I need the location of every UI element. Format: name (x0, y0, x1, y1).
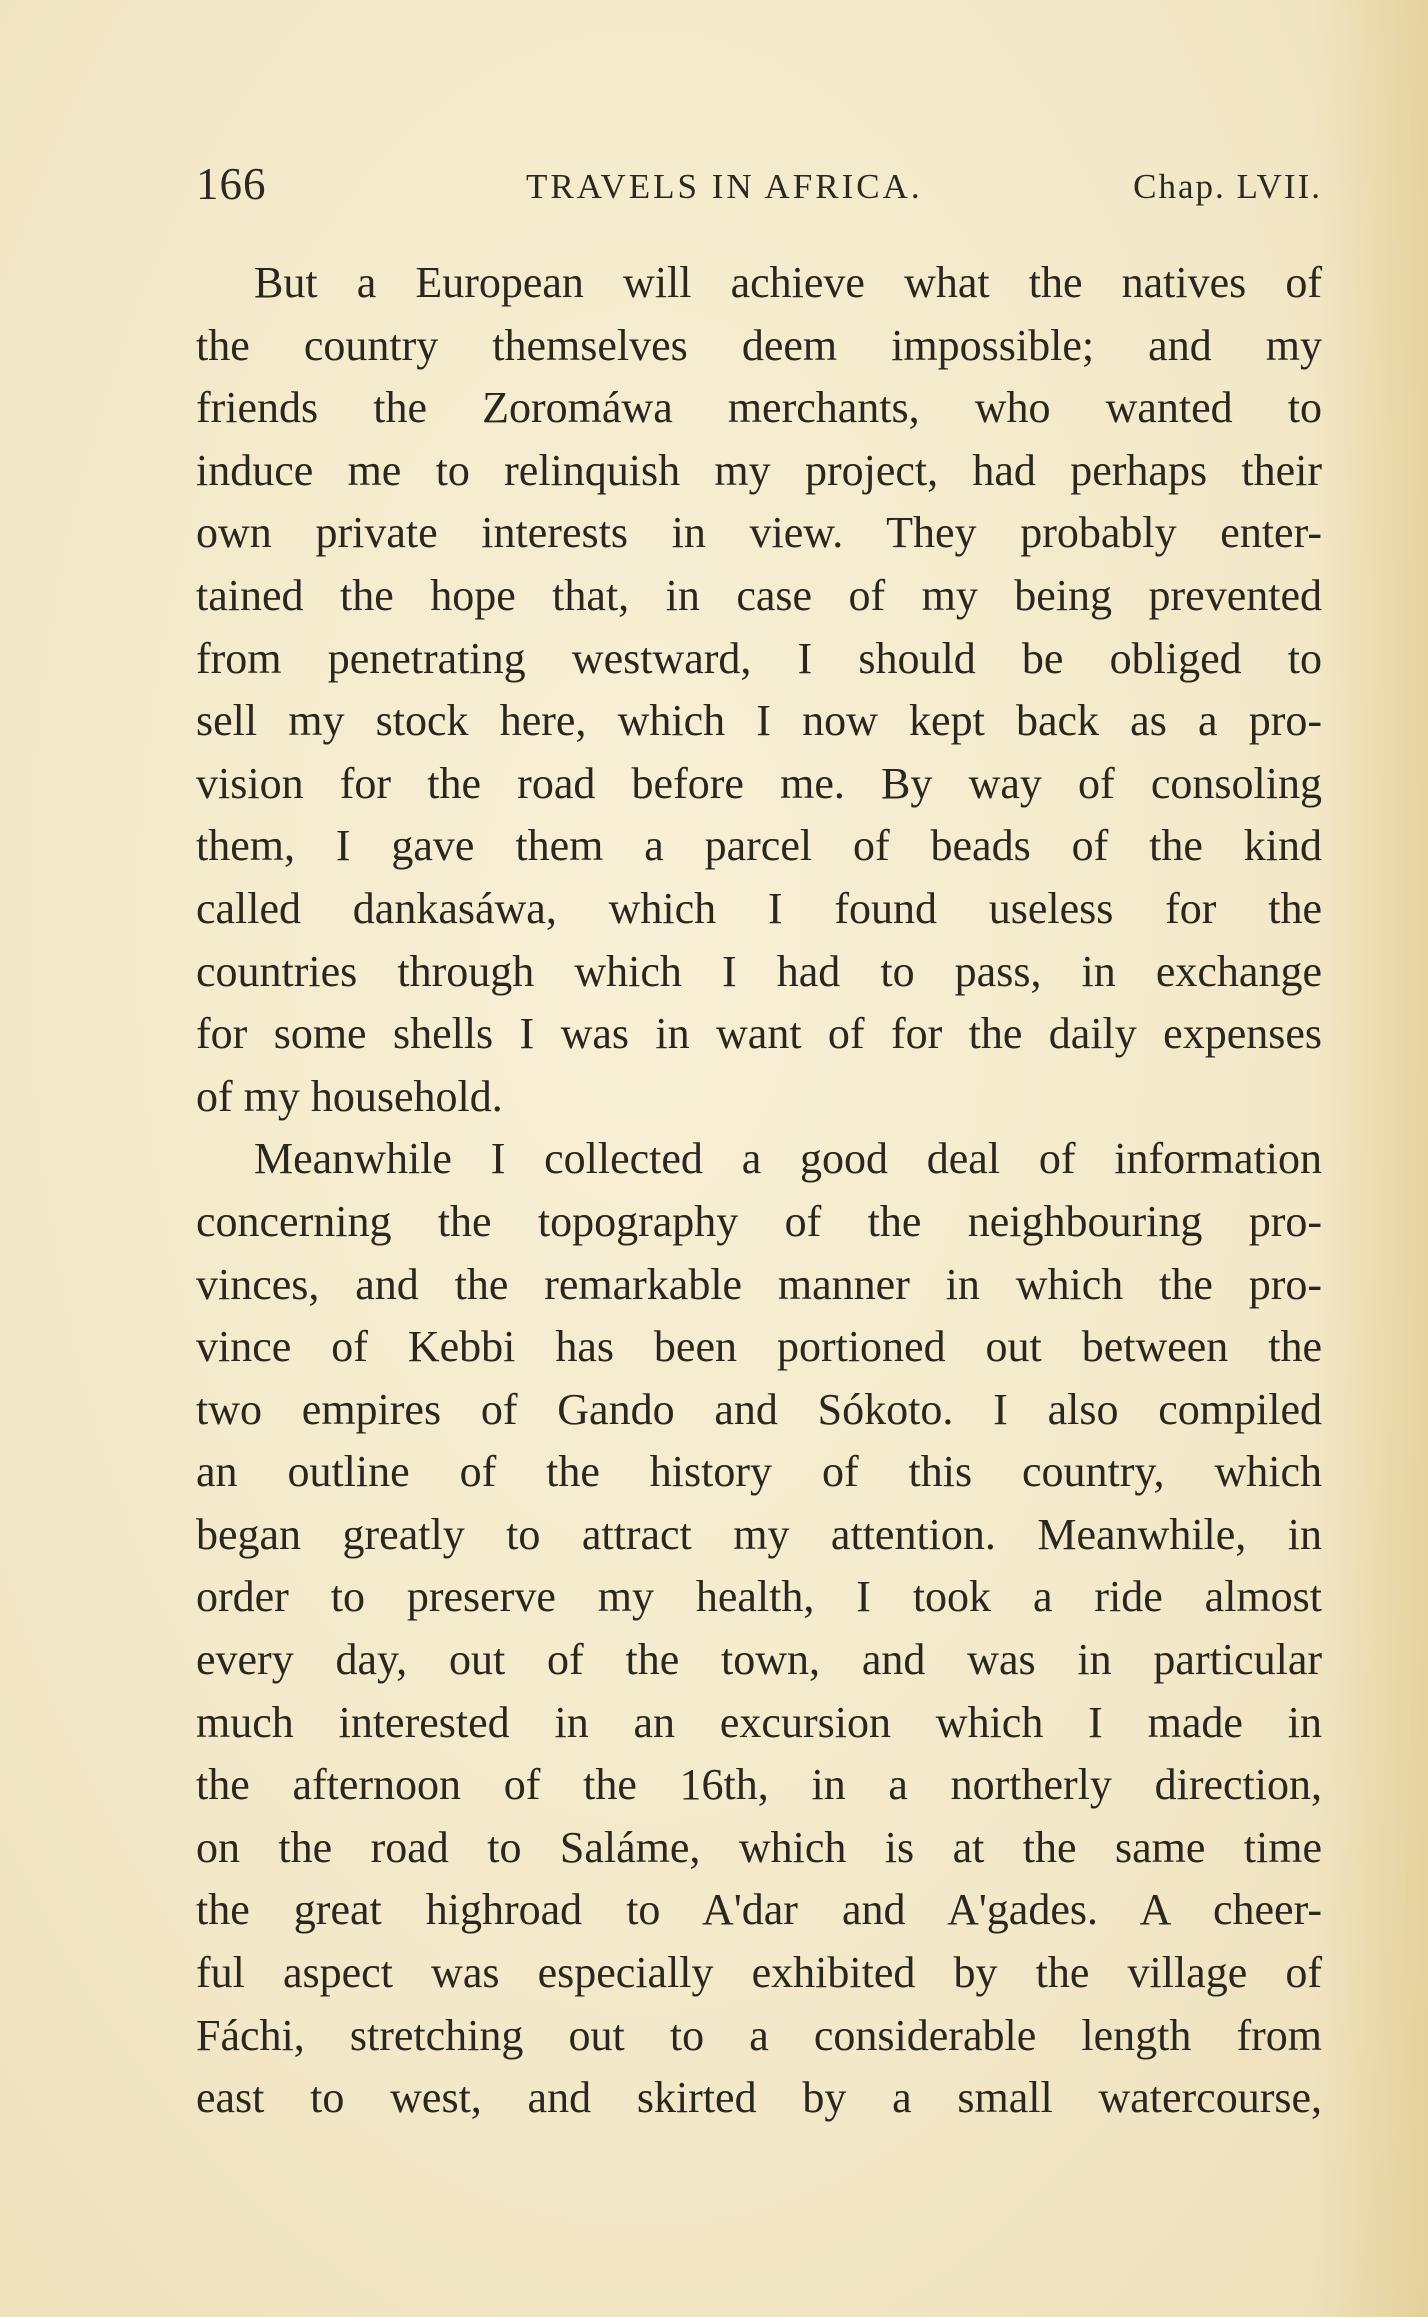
text-line: vince of Kebbi has been portioned out between the (196, 1322, 1322, 1372)
text-line: concerning the topography of the neighbouring pro- (196, 1196, 1322, 1246)
text-line: induce me to relinquish my project, had perhaps their (196, 445, 1322, 495)
text-line: called dankasáwa, which I found useless for the (196, 883, 1322, 933)
text-line: east to west, and skirted by a small watercourse, (196, 2073, 1322, 2123)
text-line: two empires of Gando and Sókoto. I also compiled (196, 1384, 1322, 1434)
text-line: an outline of the history of this country, which (196, 1447, 1322, 1497)
text-line: order to preserve my health, I took a ride almost (196, 1572, 1322, 1622)
text-line: much interested in an excursion which I made in (196, 1697, 1322, 1747)
text-line: from penetrating westward, I should be obliged to (196, 633, 1322, 683)
text-line: the country themselves deem impossible; and my (196, 320, 1322, 370)
text-line: But a European will achieve what the natives of (254, 258, 1322, 307)
running-head (196, 150, 1322, 220)
text-line: on the road to Saláme, which is at the same time (196, 1822, 1322, 1872)
text-line: sell my stock here, which I now kept back as a pro- (196, 696, 1322, 746)
chapter-heading: Chap. LVII. (1133, 167, 1322, 206)
text-line: for some shells I was in want of for the daily expenses (196, 1009, 1322, 1059)
text-line: ful aspect was especially exhibited by the village of (196, 1948, 1322, 1998)
text-line: the great highroad to A'dar and A'gades. A cheer- (196, 1885, 1322, 1935)
body-text (196, 252, 1322, 2130)
text-line: them, I gave them a parcel of beads of the kind (196, 821, 1322, 871)
text-line: Meanwhile I collected a good deal of information (254, 1134, 1322, 1184)
text-line: Fáchi, stretching out to a considerable length from (196, 2010, 1322, 2060)
text-line: vinces, and the remarkable manner in which the pro- (196, 1259, 1322, 1309)
text-line: friends the Zoromáwa merchants, who wanted to (196, 383, 1322, 433)
text-line: of my household. (196, 1071, 503, 1121)
text-line: tained the hope that, in case of my being prevented (196, 570, 1322, 620)
text-line: the afternoon of the 16th, in a northerly direction, (196, 1760, 1322, 1810)
running-title: TRAVELS IN AFRICA. (526, 167, 923, 206)
page-number: 166 (196, 159, 267, 209)
text-line: vision for the road before me. By way of consoling (196, 758, 1322, 808)
text-line: own private interests in view. They probably enter- (196, 508, 1322, 558)
text-line: every day, out of the town, and was in particular (196, 1635, 1322, 1685)
text-line: countries through which I had to pass, in exchange (196, 946, 1322, 996)
text-line: began greatly to attract my attention. Meanwhile, in (196, 1509, 1322, 1559)
